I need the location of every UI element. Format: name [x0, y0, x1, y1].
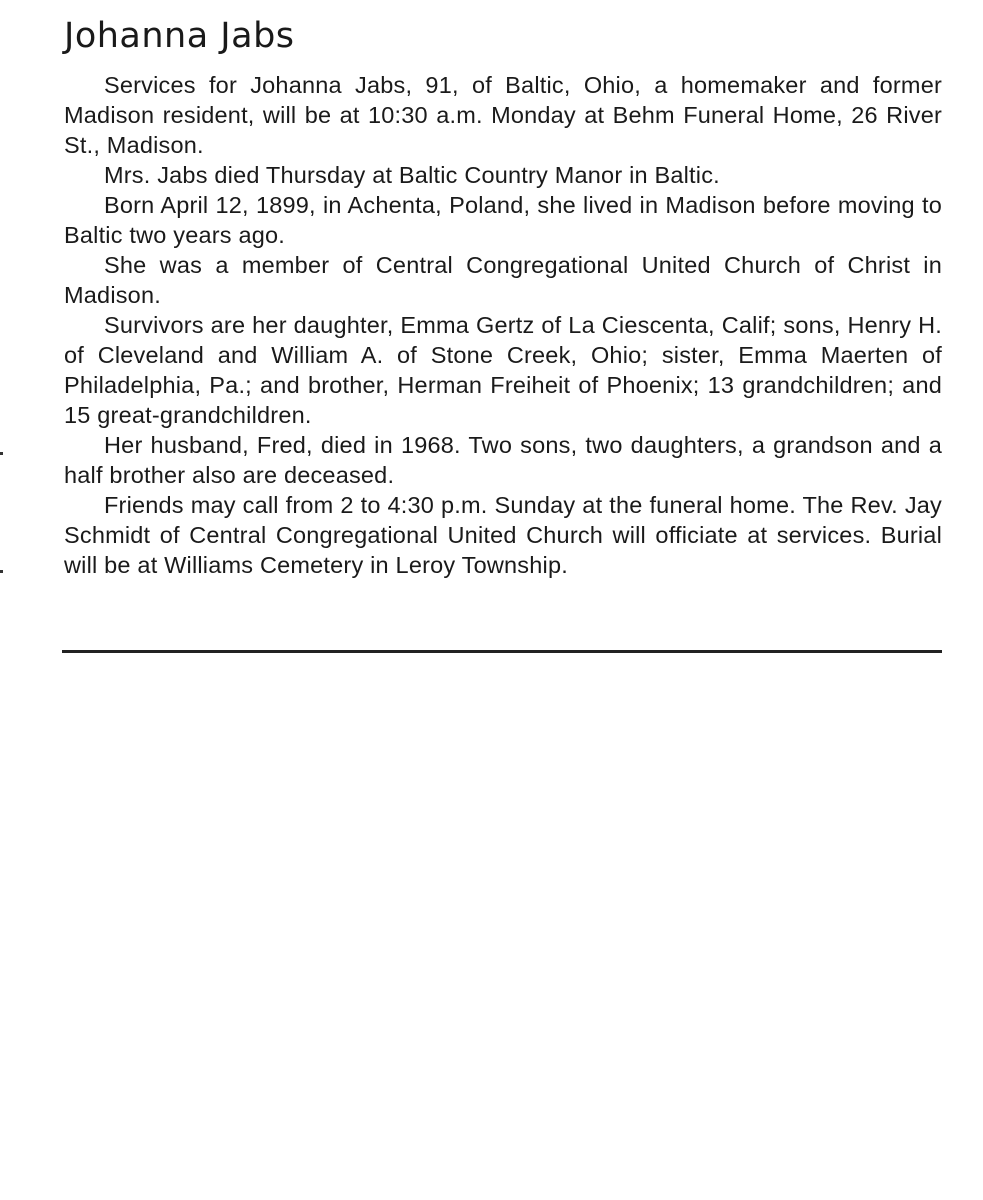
paragraph-death: Mrs. Jabs died Thursday at Baltic Country Manor in Baltic.: [104, 162, 720, 188]
obituary-clipping: [64, 14, 942, 580]
paragraph-deceased: Her husband, Fred, died in 1968. Two sons, two daughters, a grandson and a half brother also are deceased.: [64, 432, 942, 488]
paragraph-services: Services for Johanna Jabs, 91, of Baltic, Ohio, a homemaker and former Madison resident, will be at 10:30 a.m. Monday at Behm Funeral Home, 26 River St., Madison.: [64, 72, 942, 158]
paragraph-visitation: Friends may call from 2 to 4:30 p.m. Sunday at the funeral home. The Rev. Jay Schmidt of Central Congregational United Church will officiate at services. Burial will be at Williams Cemetery in Leroy Township.: [64, 492, 942, 578]
paragraph-church: She was a member of Central Congregational United Church of Christ in Madison.: [64, 252, 942, 308]
obituary-body: [64, 70, 942, 580]
obituary-headline: Johanna Jabs: [64, 16, 295, 56]
paragraph-survivors: Survivors are her daughter, Emma Gertz of La Ciescenta, Calif; sons, Henry H. of Cleveland and William A. of Stone Creek, Ohio; sister, Emma Maerten of Philadelphia, Pa.; and brother, Herman Freiheit of Phoenix; 13 grandchildren; and 15 great-grandchildren.: [64, 312, 942, 428]
bottom-divider-rule: [62, 650, 942, 653]
scan-edge-mark: [0, 452, 3, 455]
paragraph-birth: Born April 12, 1899, in Achenta, Poland, she lived in Madison before moving to Baltic two years ago.: [64, 192, 942, 248]
scan-edge-mark: [0, 570, 3, 573]
